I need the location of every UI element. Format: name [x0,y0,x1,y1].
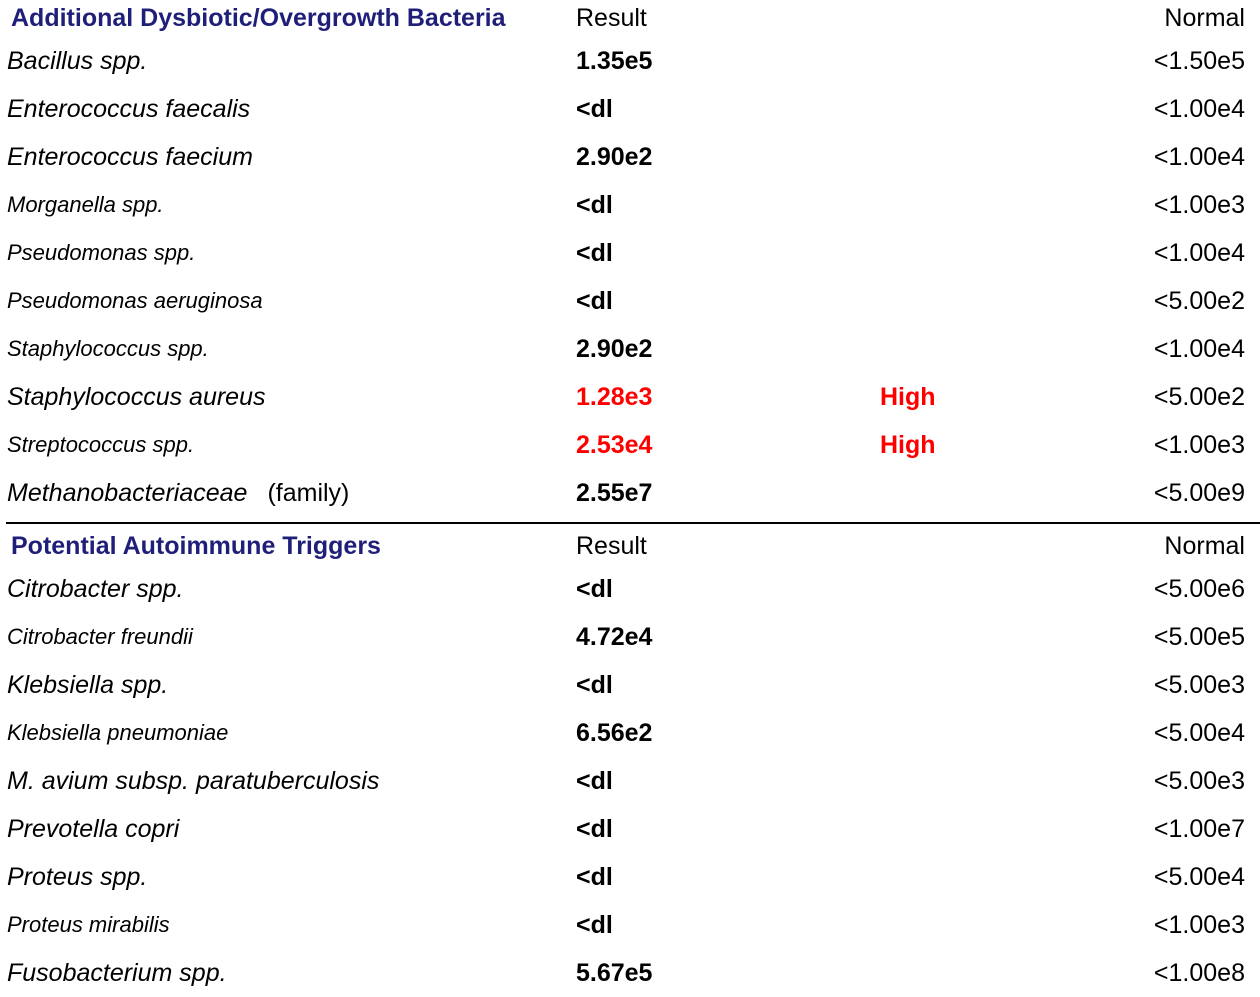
normal-range: <5.00e9 [1153,479,1245,507]
organism-name: Prevotella copri [7,815,180,843]
organism-name: Enterococcus faecium [7,143,253,171]
normal-range: <1.00e4 [1153,335,1245,363]
result-value: <dl [576,671,613,699]
section-header [0,522,1260,570]
organism-name: Proteus mirabilis [7,912,170,937]
table-row [0,661,1260,709]
result-value: <dl [576,767,613,795]
organism-name: Proteus spp. [7,863,148,891]
normal-range: <5.00e3 [1153,671,1245,699]
normal-range: <1.00e8 [1153,959,1245,987]
organism-name: Bacillus spp. [7,47,148,75]
organism-name: Pseudomonas spp. [7,240,196,265]
table-row [0,805,1260,853]
section-autoimmune-triggers [0,522,1260,996]
result-value: <dl [576,863,613,891]
normal-column-header: Normal [1164,532,1245,560]
normal-range: <5.00e6 [1153,575,1245,603]
table-row [0,565,1260,613]
section-title: Potential Autoimmune Triggers [11,532,381,560]
normal-range: <5.00e3 [1153,767,1245,795]
normal-range: <1.00e3 [1153,911,1245,939]
table-row [0,757,1260,805]
table-row [0,325,1260,373]
section-header [0,0,1260,42]
organism-name: M. avium subsp. paratuberculosis [7,767,380,795]
result-value: 6.56e2 [576,719,653,747]
table-row [0,421,1260,469]
result-value: <dl [576,239,613,267]
organism-name: Staphylococcus spp. [7,336,209,361]
result-value: 1.35e5 [576,47,653,75]
result-value: 2.55e7 [576,479,653,507]
normal-range: <5.00e2 [1153,383,1245,411]
table-row [0,277,1260,325]
table-row [0,37,1260,85]
result-value: <dl [576,815,613,843]
normal-range: <5.00e4 [1153,719,1245,747]
normal-range: <1.00e3 [1153,431,1245,459]
normal-range: <5.00e5 [1153,623,1245,651]
normal-range: <5.00e2 [1153,287,1245,315]
organism-name: Enterococcus faecalis [7,95,251,123]
result-value: <dl [576,575,613,603]
result-value: 1.28e3 [576,383,653,411]
table-row [0,469,1260,517]
table-row [0,853,1260,901]
table-row [0,85,1260,133]
organism-name: Staphylococcus aureus [7,383,266,411]
normal-range: <1.00e3 [1153,191,1245,219]
table-row [0,901,1260,949]
normal-range: <5.00e4 [1153,863,1245,891]
organism-name: Klebsiella spp. [7,671,169,699]
organism-name-wrapper [7,469,349,517]
normal-range: <1.50e5 [1153,47,1245,75]
normal-range: <1.00e7 [1153,815,1245,843]
high-flag: High [880,383,936,411]
table-row [0,181,1260,229]
organism-name: Morganella spp. [7,192,164,217]
result-value: <dl [576,191,613,219]
organism-name: Pseudomonas aeruginosa [7,288,263,313]
organism-name: Klebsiella pneumoniae [7,720,229,745]
high-flag: High [880,431,936,459]
table-row [0,613,1260,661]
result-value: 2.90e2 [576,143,653,171]
table-row [0,133,1260,181]
result-value: 2.90e2 [576,335,653,363]
organism-name: Methanobacteriaceae [7,479,248,507]
result-value: <dl [576,95,613,123]
table-row [0,949,1260,997]
organism-name: Fusobacterium spp. [7,959,227,987]
result-value: 5.67e5 [576,959,653,987]
normal-column-header: Normal [1164,4,1245,32]
result-column-header: Result [576,4,647,32]
table-row [0,229,1260,277]
result-value: 2.53e4 [576,431,653,459]
organism-name: Citrobacter freundii [7,624,193,649]
normal-range: <1.00e4 [1153,95,1245,123]
table-row [0,709,1260,757]
organism-name: Citrobacter spp. [7,575,184,603]
normal-range: <1.00e4 [1153,143,1245,171]
result-value: 4.72e4 [576,623,653,651]
normal-range: <1.00e4 [1153,239,1245,267]
result-column-header: Result [576,532,647,560]
section-title: Additional Dysbiotic/Overgrowth Bacteria [11,4,506,32]
result-value: <dl [576,911,613,939]
table-row [0,373,1260,421]
result-value: <dl [576,287,613,315]
organism-qualifier: (family) [267,479,350,507]
organism-name: Streptococcus spp. [7,432,195,457]
